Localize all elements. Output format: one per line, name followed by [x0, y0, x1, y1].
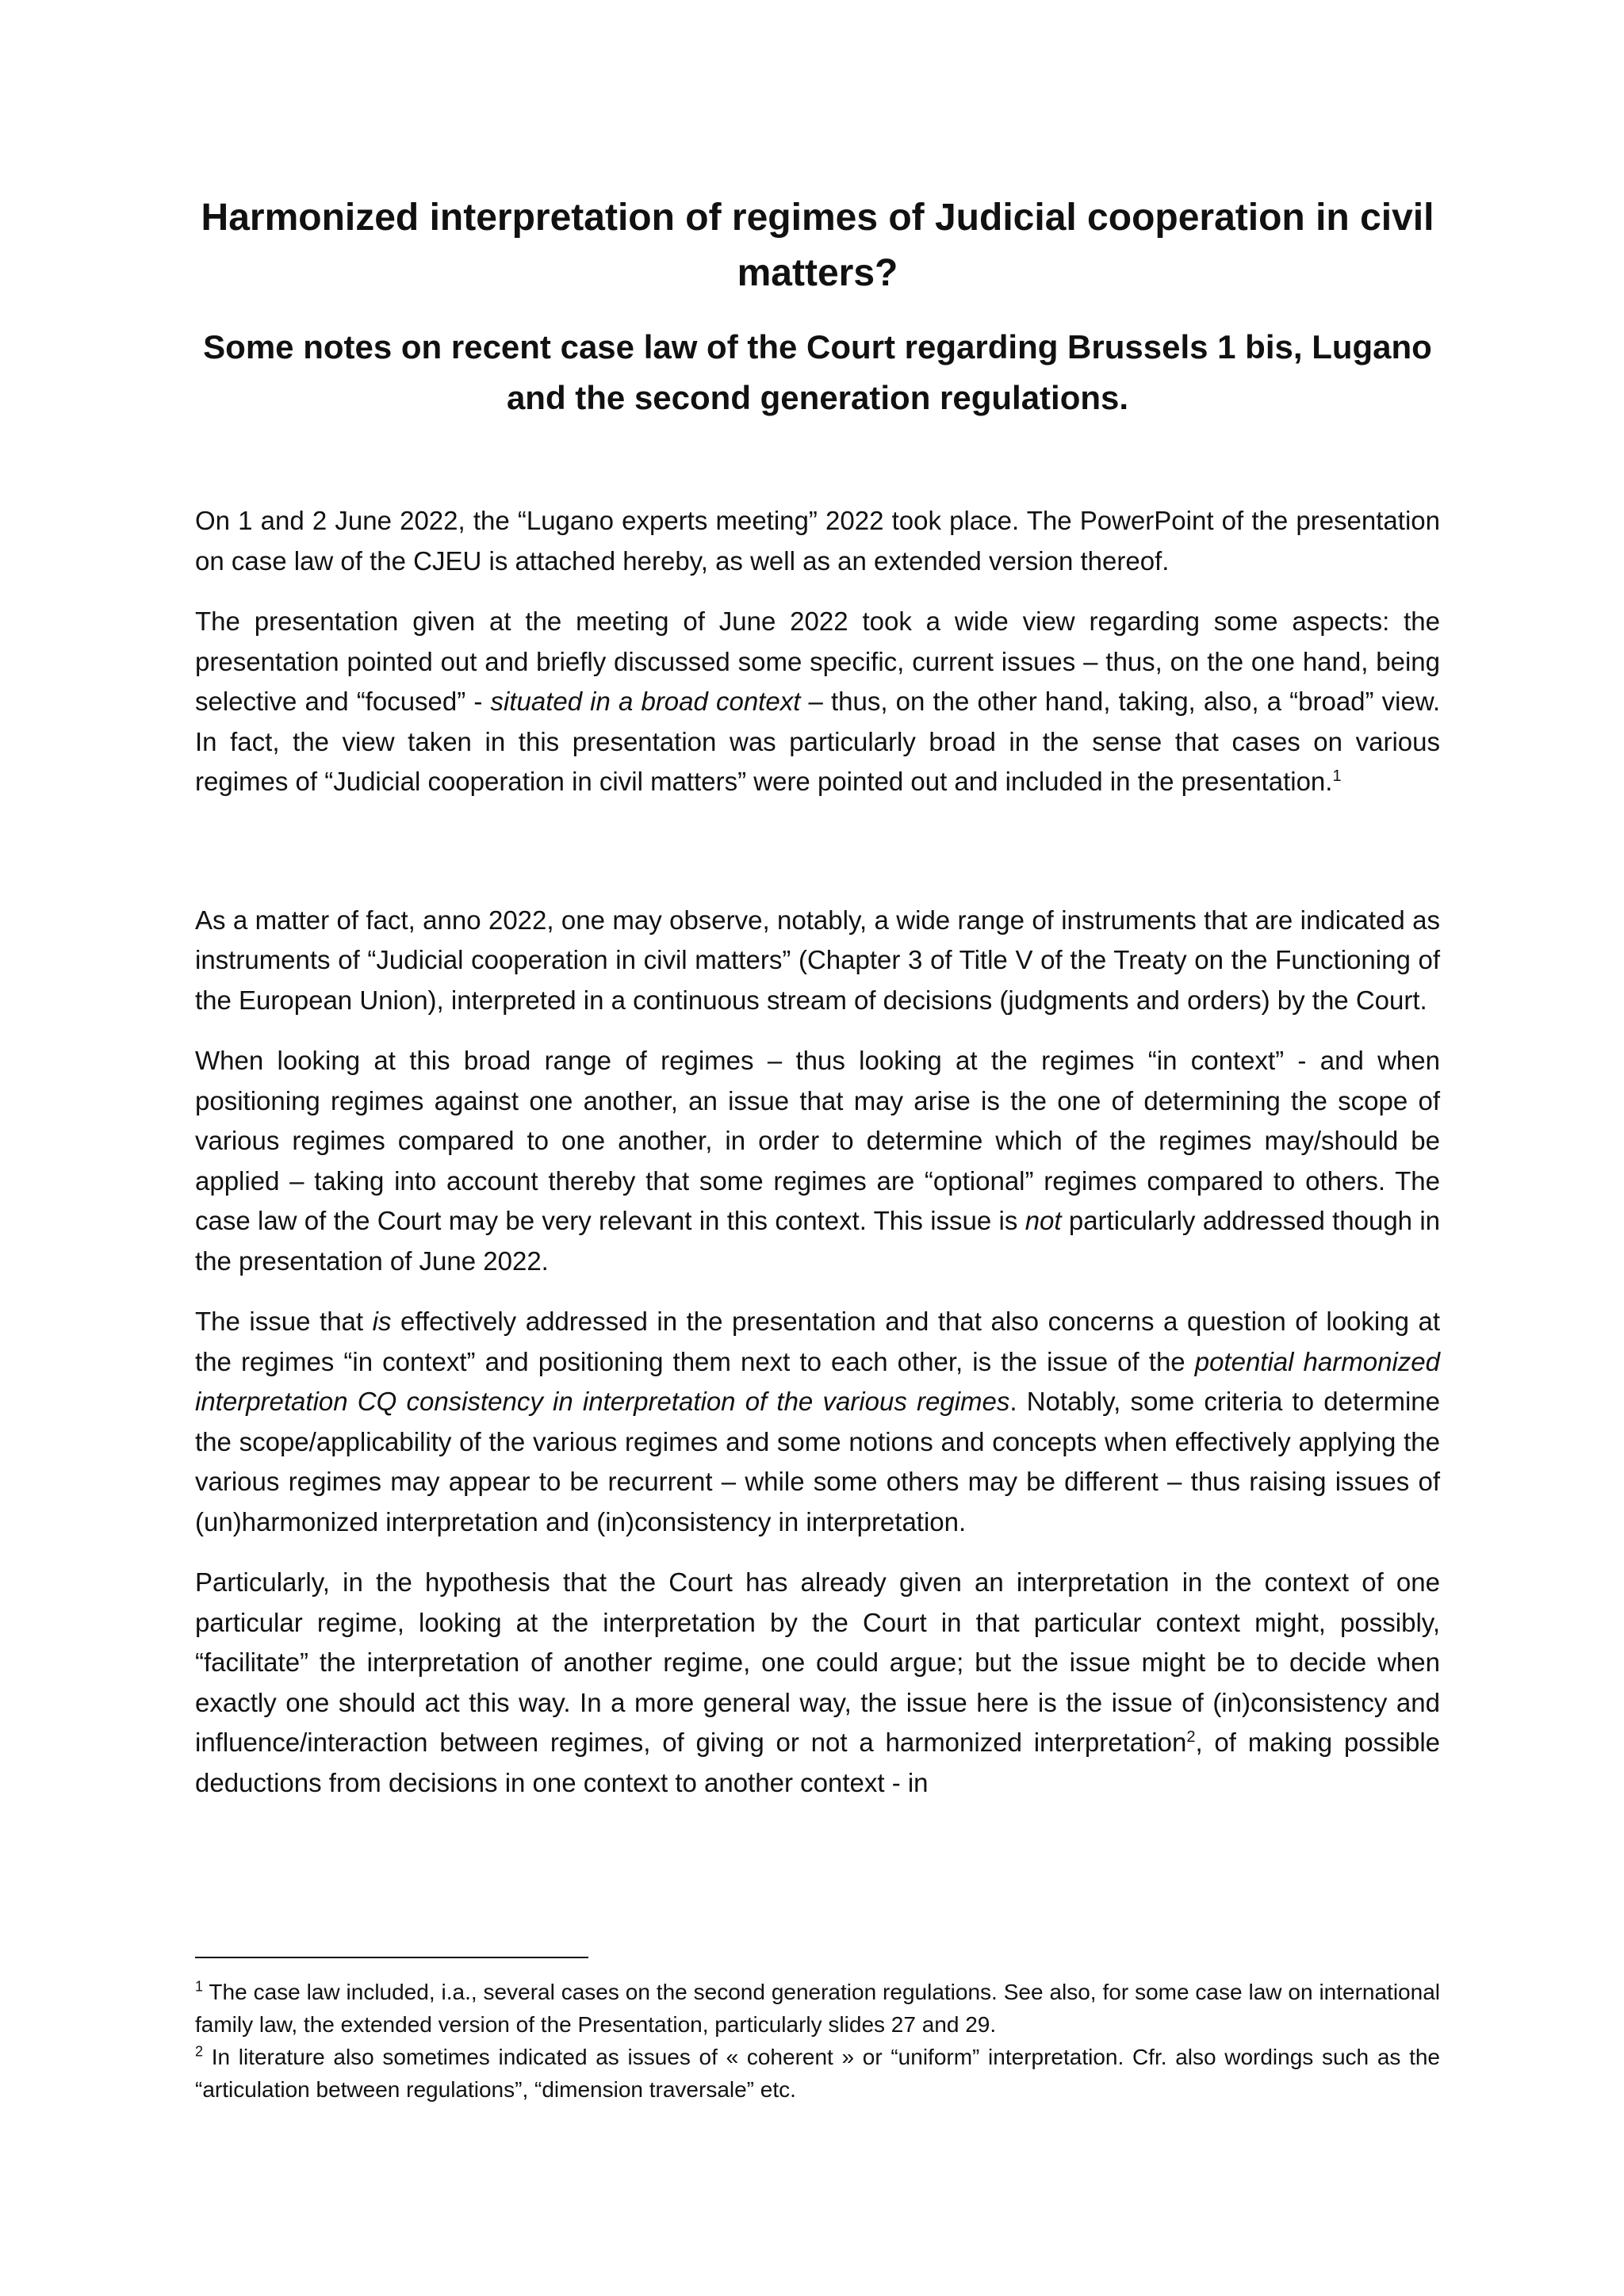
paragraph-5	[195, 1302, 1440, 1542]
footnote-2	[195, 2041, 1440, 2106]
paragraph-5-text-a: The issue that	[195, 1307, 373, 1336]
document-content	[195, 190, 1440, 1823]
footnote-separator	[195, 1957, 588, 1958]
paragraph-2-text-a: The presentation given at the meeting of June 2022 took a wide view regarding some aspects: the presentation pointed out and briefly discussed some specific, current issues – thus, on the one hand, being selective and “focused” -	[195, 607, 1440, 716]
footnote-1-marker: 1	[195, 1978, 204, 1995]
paragraph-3: As a matter of fact, anno 2022, one may observe, notably, a wide range of instruments that are indicated as instruments of “Judicial cooperation in civil matters” (Chapter 3 of Title V of the Treaty on the Functioning of the European Union), interpreted in a continuous stream of decisions (judgments and orders) by the Court.	[195, 905, 1440, 1015]
paragraph-5-emphasis-is: is	[372, 1307, 392, 1336]
paragraph-5-emphasis-harmonized: potential harmonized interpretation CQ consistency in interpretation of the various regimes	[195, 1346, 1440, 1416]
paragraph-5-text-c: . Notably, some criteria to determine the scope/applicability of the various regimes and some notions and concepts when effectively applying the various regimes may appear to be recurrent – while some others may be different – thus raising issues of (un)harmonized interpretation and (in)consistency in interpretation.	[195, 1387, 1440, 1536]
paragraph-4	[195, 1041, 1440, 1281]
paragraph-4-text-b: particularly addressed though in the presentation of June 2022.	[195, 1206, 1441, 1276]
document-title: Harmonized interpretation of regimes of Judicial cooperation in civil matters?	[201, 197, 1434, 294]
paragraph-4-text-a: When looking at this broad range of regimes – thus looking at the regimes “in context” - and when positioning regimes against one another, an issue that may arise is the one of determining the scope of various regimes compared to one another, in order to determine which of the regimes may/should be applied – taking into account thereby that some regimes are “optional” regimes compared to others. The case law of the Court may be very relevant in this context. This issue is	[195, 1046, 1440, 1235]
footnote-2-marker: 2	[195, 2043, 204, 2060]
document-body	[195, 501, 1440, 1803]
paragraph-2-emphasis: situated in a broad context	[490, 687, 801, 716]
paragraph-1: On 1 and 2 June 2022, the “Lugano experts meeting” 2022 took place. The PowerPoint of the presentation on case law of the CJEU is attached hereby, as well as an extended version thereof.	[195, 506, 1440, 576]
footnote-reference-1[interactable]: 1	[1332, 767, 1342, 785]
footnote-1-text: The case law included, i.a., several cases on the second generation regulations. See also, for some case law on international family law, the extended version of the Presentation, particularly slides 27 and 29.	[195, 1980, 1440, 2037]
footnotes-section	[195, 1957, 1440, 2106]
footnote-1	[195, 1976, 1440, 2041]
paragraph-6	[195, 1563, 1440, 1803]
paragraph-6-text-a: Particularly, in the hypothesis that the Court has already given an interpretation in the context of one particular regime, looking at the interpretation by the Court in that particular context might, possibly, “facilitate” the interpretation of another regime, one could argue; but the issue might be to decide when exactly one should act this way. In a more general way, the issue here is the issue of (in)consistency and influence/interaction between regimes, of giving or not a harmonized interpretation	[195, 1567, 1440, 1757]
paragraph-2-text-b: – thus, on the other hand, taking, also, a “broad” view. In fact, the view taken in this presentation was particularly broad in the sense that cases on various regimes of “Judicial cooperation in civil matters” were pointed out and included in the presentation.	[195, 687, 1441, 796]
paragraph-4-emphasis: not	[1025, 1206, 1062, 1235]
footnote-reference-2[interactable]: 2	[1186, 1728, 1196, 1746]
paragraph-2	[195, 602, 1440, 802]
paragraph-5-text-b: effectively addressed in the presentation and that also concerns a question of looking at the regimes “in context” and positioning them next to each other, is the issue of the	[195, 1307, 1440, 1376]
document-subtitle: Some notes on recent case law of the Court regarding Brussels 1 bis, Lugano and the second generation regulations.	[203, 328, 1432, 416]
footnote-2-text: In literature also sometimes indicated as issues of « coherent » or “uniform” interpretation. Cfr. also wordings such as the “articulation between regulations”, “dimension traversale” etc.	[195, 2045, 1440, 2102]
paragraph-6-text-b: , of making possible deductions from decisions in one context to another context - in	[195, 1728, 1440, 1797]
